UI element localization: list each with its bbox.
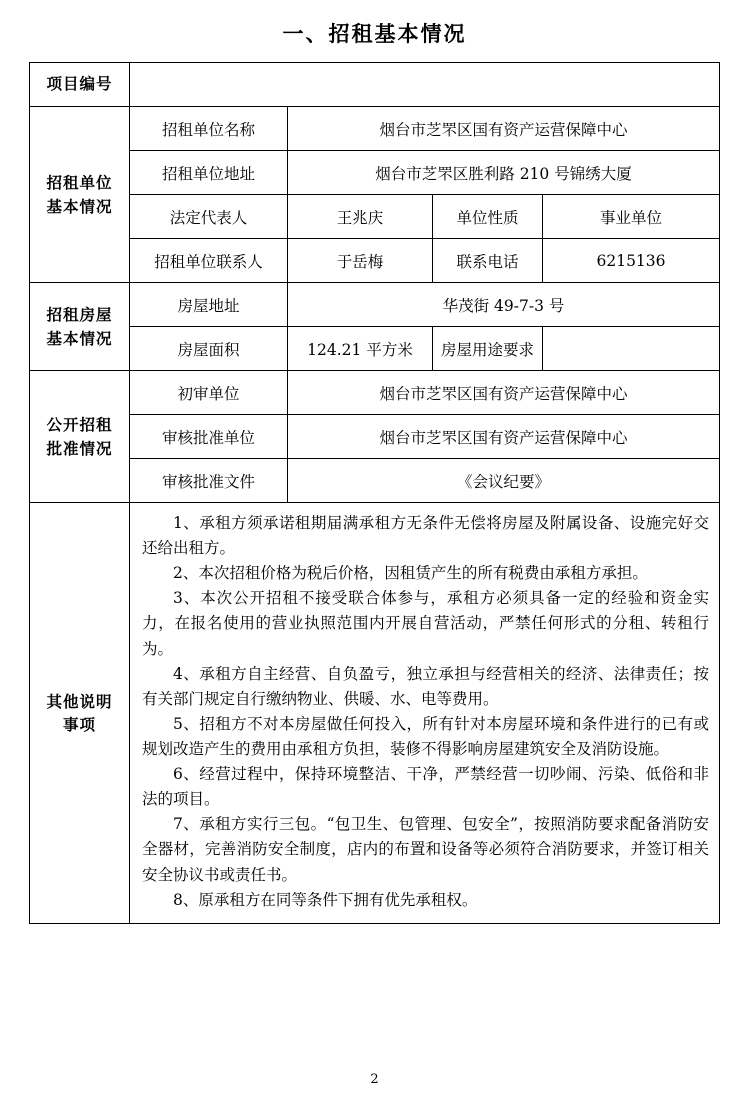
house-usage-value bbox=[543, 327, 720, 371]
list-item: 8、原承租方在同等条件下拥有优先承租权。 bbox=[173, 890, 478, 909]
landlord-address-value: 烟台市芝罘区胜利路 210 号锦绣大厦 bbox=[288, 151, 720, 195]
list-item: 2、本次招租价格为税后价格，因租赁产生的所有税费由承租方承担。 bbox=[173, 564, 648, 583]
legal-rep-value: 王兆庆 bbox=[288, 195, 433, 239]
house-area-label: 房屋面积 bbox=[130, 327, 288, 371]
list-item: 5、招租方不对本房屋做任何投入，所有针对本房屋环境和条件进行的已有或规划改造产生的费用由承租方负担，装修不得影响房屋建筑安全及消防设施。 bbox=[142, 714, 709, 758]
table-row bbox=[30, 371, 720, 415]
landlord-name-label: 招租单位名称 bbox=[130, 107, 288, 151]
notes-section-label-line2: 事项 bbox=[62, 714, 96, 734]
first-review-label: 初审单位 bbox=[130, 371, 288, 415]
landlord-section-label-line2: 基本情况 bbox=[46, 196, 113, 216]
first-review-value: 烟台市芝罘区国有资产运营保障中心 bbox=[288, 371, 720, 415]
house-address-label: 房屋地址 bbox=[130, 283, 288, 327]
table-row bbox=[30, 239, 720, 283]
house-address-value: 华茂街 49-7-3 号 bbox=[288, 283, 720, 327]
approval-unit-label: 审核批准单位 bbox=[130, 415, 288, 459]
contact-phone-label: 联系电话 bbox=[433, 239, 543, 283]
landlord-name-value: 烟台市芝罘区国有资产运营保障中心 bbox=[288, 107, 720, 151]
house-section-label bbox=[30, 283, 130, 371]
contact-phone-value: 6215136 bbox=[543, 239, 720, 283]
unit-type-label: 单位性质 bbox=[433, 195, 543, 239]
approval-section-label bbox=[30, 371, 130, 503]
house-section-label-line1: 招租房屋 bbox=[46, 305, 113, 325]
rental-info-table bbox=[29, 62, 720, 924]
table-row bbox=[30, 63, 720, 107]
notes-section-label-line1: 其他说明 bbox=[46, 691, 113, 711]
contact-person-value: 于岳梅 bbox=[288, 239, 433, 283]
contact-person-label: 招租单位联系人 bbox=[130, 239, 288, 283]
legal-rep-label: 法定代表人 bbox=[130, 195, 288, 239]
list-item: 6、经营过程中，保持环境整洁、干净，严禁经营一切吵闹、污染、低俗和非法的项目。 bbox=[142, 765, 709, 809]
project-number-label: 项目编号 bbox=[30, 63, 130, 107]
list-item: 7、承租方实行三包。“包卫生、包管理、包安全”，按照消防要求配备消防安全器材，完善消防安全制度，店内的布置和设备等必须符合消防要求，并签订相关安全协议书或责任书。 bbox=[142, 815, 709, 884]
table-row bbox=[30, 107, 720, 151]
landlord-address-label: 招租单位地址 bbox=[130, 151, 288, 195]
page-number: 2 bbox=[370, 1072, 379, 1087]
table-row bbox=[30, 415, 720, 459]
approval-doc-label: 审核批准文件 bbox=[130, 459, 288, 503]
landlord-section-label-line1: 招租单位 bbox=[46, 173, 113, 193]
table-row bbox=[30, 459, 720, 503]
list-item: 1、承租方须承诺租期届满承租方无条件无偿将房屋及附属设备、设施完好交还给出租方。 bbox=[142, 514, 709, 558]
landlord-section-label bbox=[30, 107, 130, 283]
page-title: 一、招租基本情况 bbox=[282, 21, 467, 46]
list-item: 4、承租方自主经营、自负盈亏，独立承担与经营相关的经济、法律责任；按有关部门规定自行缴纳物业、供暖、水、电等费用。 bbox=[142, 664, 709, 708]
table-row bbox=[30, 283, 720, 327]
table-row bbox=[30, 327, 720, 371]
notes-list bbox=[130, 503, 720, 924]
table-row bbox=[30, 503, 720, 924]
approval-unit-value: 烟台市芝罘区国有资产运营保障中心 bbox=[288, 415, 720, 459]
notes-section-label bbox=[30, 503, 130, 924]
house-section-label-line2: 基本情况 bbox=[46, 328, 113, 348]
house-area-value: 124.21 平方米 bbox=[288, 327, 433, 371]
unit-type-value: 事业单位 bbox=[543, 195, 720, 239]
approval-section-label-line2: 批准情况 bbox=[46, 438, 113, 458]
approval-section-label-line1: 公开招租 bbox=[46, 415, 113, 435]
house-usage-label: 房屋用途要求 bbox=[433, 327, 543, 371]
approval-doc-value: 《会议纪要》 bbox=[288, 459, 720, 503]
project-number-value bbox=[130, 63, 720, 107]
table-row bbox=[30, 151, 720, 195]
table-row bbox=[30, 195, 720, 239]
list-item: 3、本次公开招租不接受联合体参与，承租方必须具备一定的经验和资金实力，在报名使用的营业执照范围内开展自营活动，严禁任何形式的分租、转租行为。 bbox=[142, 589, 709, 658]
